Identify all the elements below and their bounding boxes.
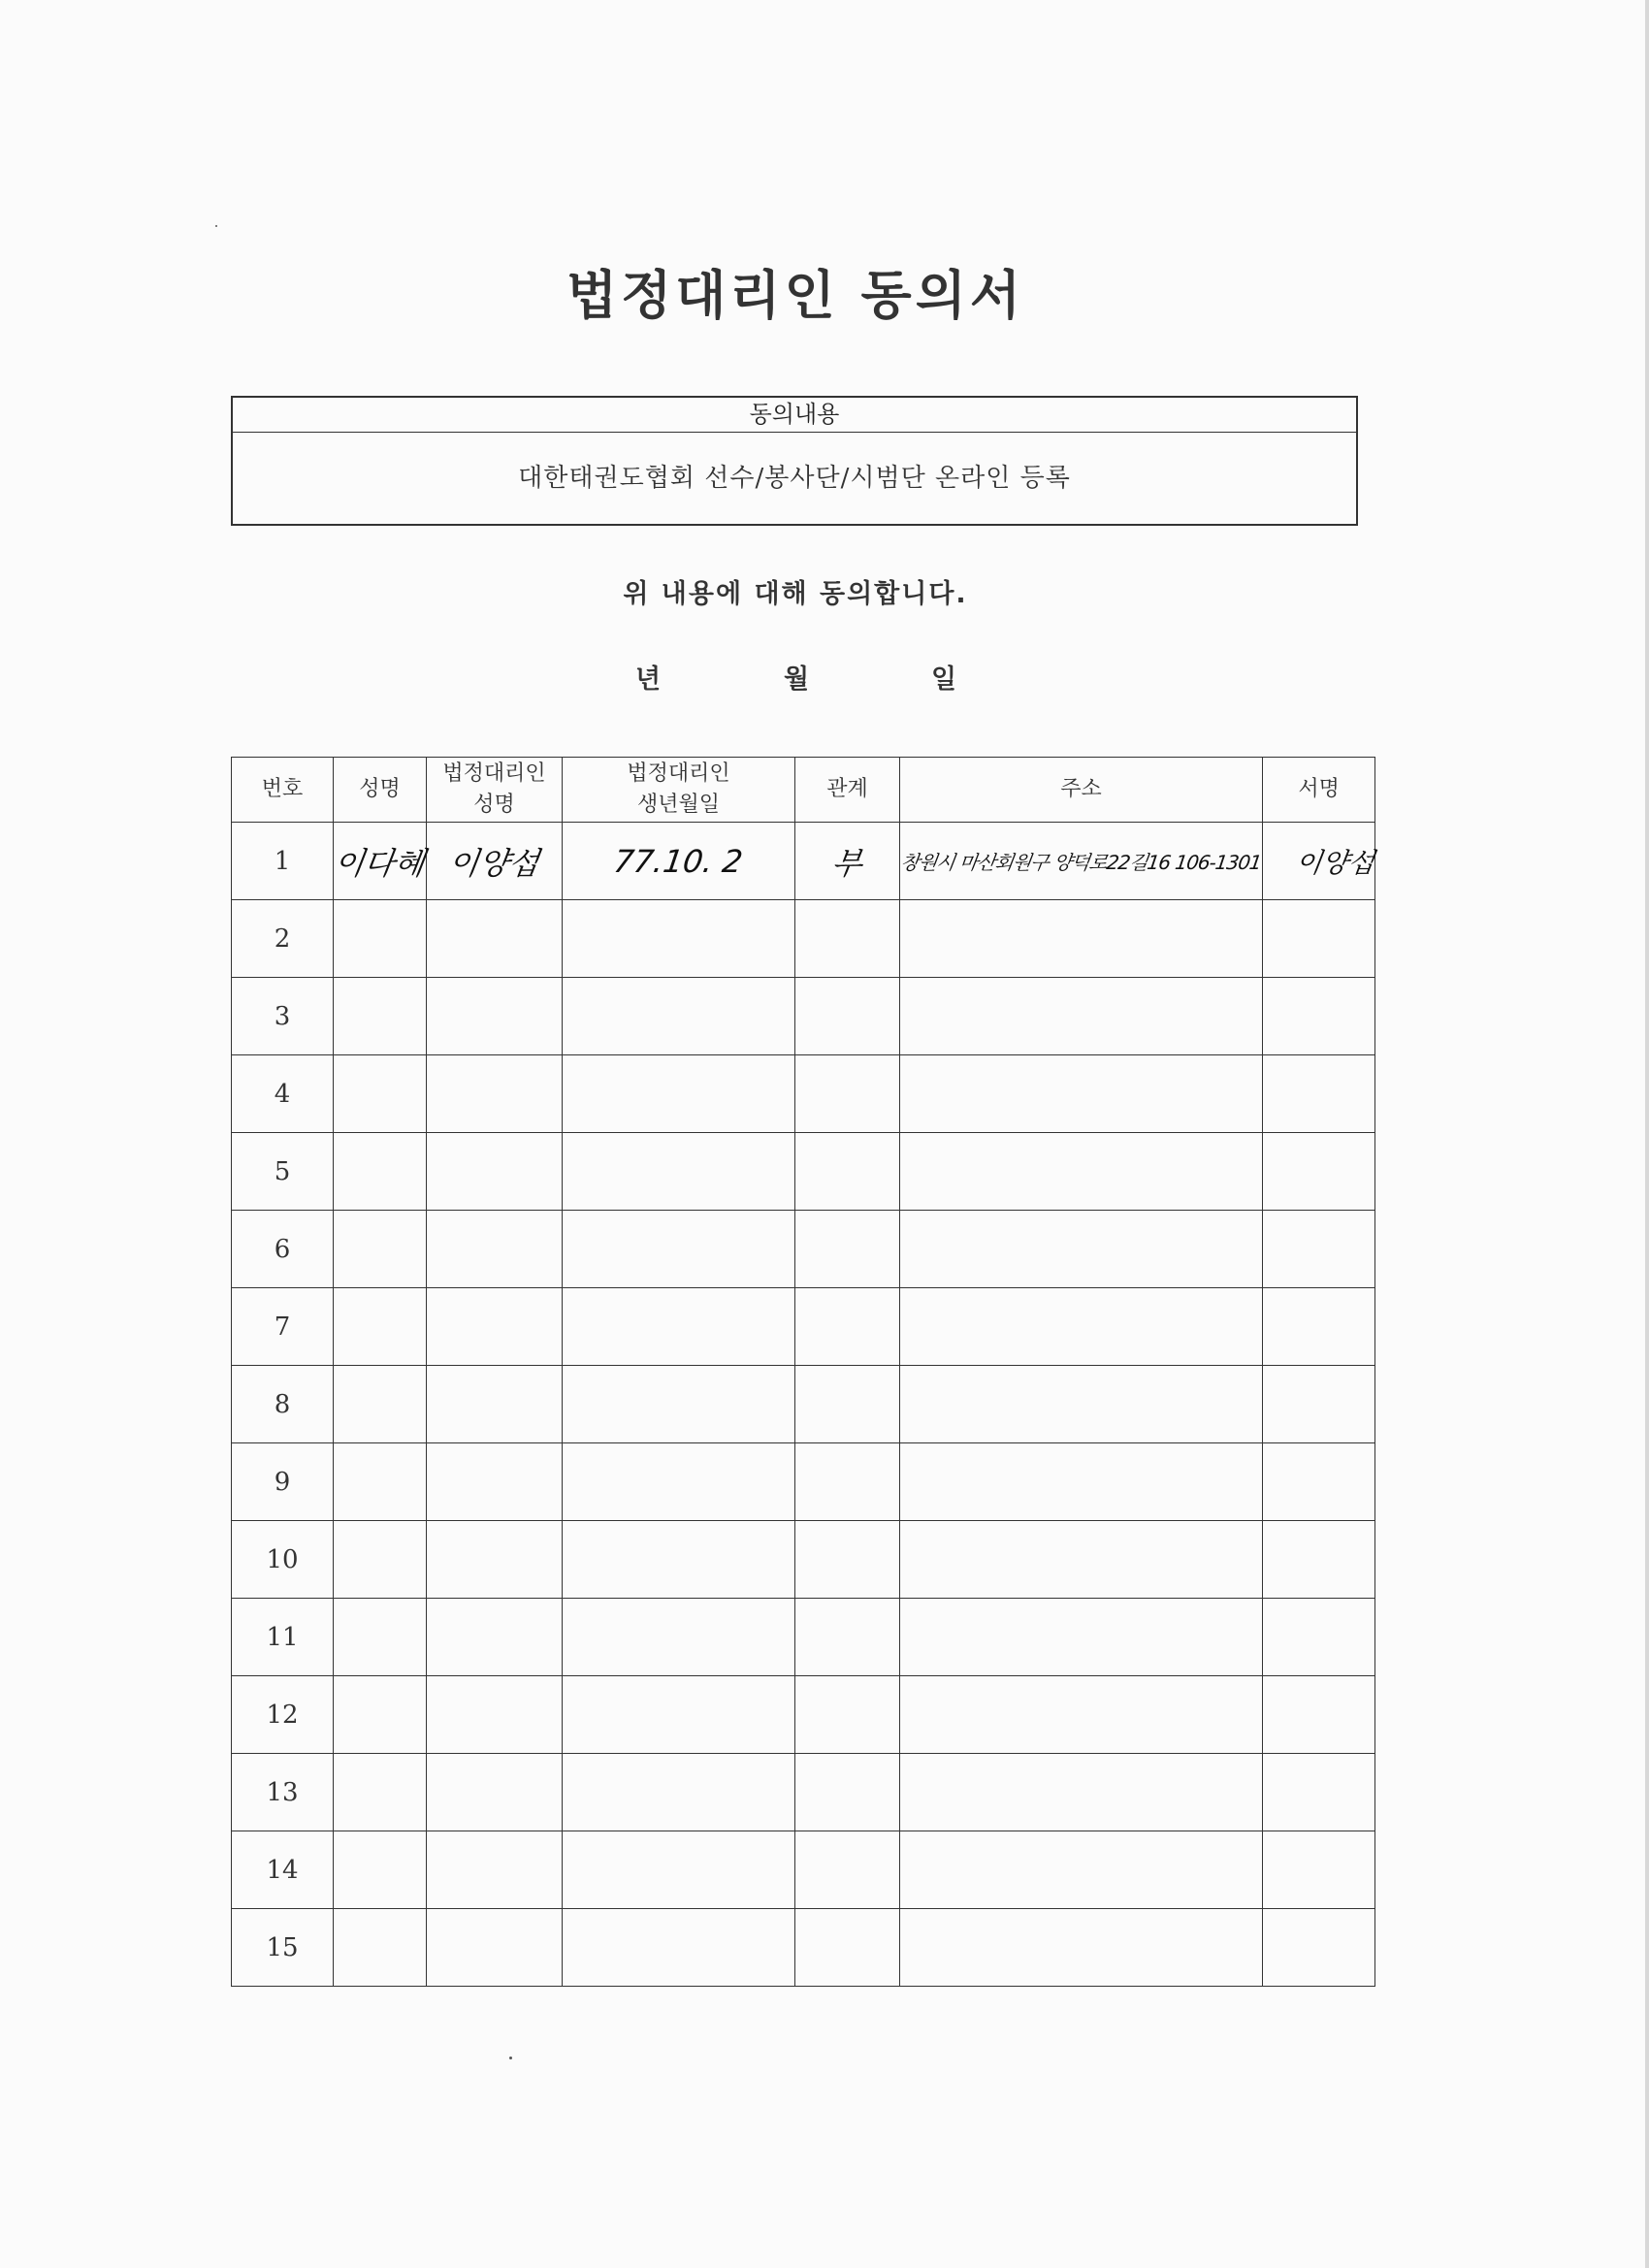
header-guardian-birth-line2: 생년월일	[636, 793, 720, 817]
cell-guardian-birth	[563, 1521, 795, 1599]
cell-name	[334, 1443, 427, 1521]
table-row	[232, 1676, 1375, 1754]
cell-guardian-birth	[563, 1831, 795, 1909]
cell-address	[900, 1366, 1263, 1443]
cell-number	[232, 1599, 334, 1676]
cell-number	[232, 1211, 334, 1288]
cell-guardian-birth	[563, 1288, 795, 1366]
cell-address	[900, 1443, 1263, 1521]
cell-signature	[1263, 1909, 1375, 1987]
cell-name	[334, 1211, 427, 1288]
cell-name	[334, 823, 427, 900]
cell-signature	[1263, 1211, 1375, 1288]
cell-guardian-name	[427, 1443, 563, 1521]
table-header-row	[232, 758, 1375, 823]
cell-relation	[795, 1288, 900, 1366]
cell-relation	[795, 900, 900, 978]
table-row	[232, 1055, 1375, 1133]
cell-number-text: 12	[266, 1700, 299, 1730]
cell-name	[334, 1599, 427, 1676]
cell-address	[900, 823, 1263, 900]
table-body	[232, 823, 1375, 1987]
cell-signature	[1263, 1521, 1375, 1599]
cell-number	[232, 978, 334, 1055]
cell-number-text: 10	[266, 1544, 299, 1574]
cell-relation	[795, 1133, 900, 1211]
cell-relation	[795, 978, 900, 1055]
cell-guardian-birth-text: 77.10. 2	[611, 842, 746, 880]
cell-guardian-name	[427, 1831, 563, 1909]
cell-number-text: 13	[266, 1777, 299, 1807]
cell-guardian-birth	[563, 823, 795, 900]
cell-relation	[795, 823, 900, 900]
cell-guardian-birth	[563, 1133, 795, 1211]
cell-address	[900, 1288, 1263, 1366]
cell-guardian-birth	[563, 1676, 795, 1754]
cell-signature	[1263, 978, 1375, 1055]
header-number: 번호	[232, 758, 334, 823]
cell-signature	[1263, 823, 1375, 900]
consent-content-box	[231, 396, 1358, 526]
cell-relation	[795, 1831, 900, 1909]
cell-number	[232, 1676, 334, 1754]
cell-relation	[795, 1366, 900, 1443]
cell-guardian-birth	[563, 1211, 795, 1288]
cell-signature	[1263, 1055, 1375, 1133]
cell-guardian-birth	[563, 1366, 795, 1443]
cell-guardian-name	[427, 1599, 563, 1676]
cell-name	[334, 900, 427, 978]
table-row	[232, 1831, 1375, 1909]
cell-guardian-name	[427, 1754, 563, 1831]
cell-guardian-name	[427, 1211, 563, 1288]
cell-guardian-name	[427, 1521, 563, 1599]
cell-address	[900, 1909, 1263, 1987]
cell-number-text: 3	[274, 1001, 291, 1031]
cell-relation	[795, 1909, 900, 1987]
cell-number	[232, 1288, 334, 1366]
cell-signature	[1263, 1133, 1375, 1211]
header-relation: 관계	[795, 758, 900, 823]
cell-name	[334, 1288, 427, 1366]
cell-name	[334, 1521, 427, 1599]
cell-guardian-birth	[563, 1599, 795, 1676]
cell-relation	[795, 1443, 900, 1521]
cell-relation	[795, 1521, 900, 1599]
cell-number-text: 5	[274, 1156, 291, 1186]
cell-number	[232, 1909, 334, 1987]
cell-name	[334, 1366, 427, 1443]
cell-name	[334, 1754, 427, 1831]
cell-signature	[1263, 1288, 1375, 1366]
cell-address	[900, 1133, 1263, 1211]
agreement-statement: 위 내용에 대해 동의합니다.	[623, 579, 968, 609]
cell-name	[334, 1909, 427, 1987]
cell-signature	[1263, 1676, 1375, 1754]
table-row	[232, 1599, 1375, 1676]
cell-relation	[795, 1754, 900, 1831]
cell-number-text: 7	[274, 1312, 291, 1342]
cell-number-text: 9	[274, 1467, 291, 1497]
cell-address	[900, 1599, 1263, 1676]
table-row	[232, 1288, 1375, 1366]
cell-number	[232, 1443, 334, 1521]
cell-relation	[795, 1676, 900, 1754]
table-row	[232, 1366, 1375, 1443]
cell-signature	[1263, 1443, 1375, 1521]
cell-guardian-birth	[563, 1443, 795, 1521]
cell-number-text: 8	[274, 1389, 291, 1419]
cell-name	[334, 978, 427, 1055]
table-row	[232, 1521, 1375, 1599]
header-address: 주소	[900, 758, 1263, 823]
cell-address	[900, 1831, 1263, 1909]
cell-address	[900, 978, 1263, 1055]
cell-guardian-birth	[563, 1909, 795, 1987]
cell-number	[232, 1133, 334, 1211]
cell-address-text: 창원시 마산회원구 양덕로22길16 106-1301	[899, 850, 1263, 874]
cell-signature	[1263, 1754, 1375, 1831]
cell-name	[334, 1133, 427, 1211]
date-day-label: 일	[931, 664, 957, 695]
table-row	[232, 1909, 1375, 1987]
cell-number	[232, 1831, 334, 1909]
header-name: 성명	[334, 758, 427, 823]
cell-name-text: 이다혜	[332, 844, 428, 882]
cell-number	[232, 900, 334, 978]
consent-header: 동의내용	[233, 398, 1356, 433]
cell-number	[232, 1754, 334, 1831]
cell-name	[334, 1676, 427, 1754]
cell-address	[900, 1055, 1263, 1133]
cell-guardian-name	[427, 1909, 563, 1987]
cell-guardian-birth	[563, 900, 795, 978]
cell-guardian-name	[427, 900, 563, 978]
consent-text: 대한태권도협회 선수/봉사단/시범단 온라인 등록	[518, 464, 1071, 493]
cell-number-text: 15	[266, 1932, 299, 1962]
header-guardian-name-line2: 성명	[473, 793, 515, 817]
scan-speck	[509, 2057, 512, 2059]
cell-signature	[1263, 1599, 1375, 1676]
cell-guardian-name	[427, 978, 563, 1055]
cell-guardian-name	[427, 1055, 563, 1133]
cell-number-text: 14	[266, 1855, 299, 1885]
cell-address	[900, 1521, 1263, 1599]
scan-edge-shadow	[1645, 0, 1649, 2268]
cell-relation	[795, 1211, 900, 1288]
cell-address	[900, 1754, 1263, 1831]
document-title: 법정대리인 동의서	[566, 265, 1025, 326]
cell-name	[334, 1831, 427, 1909]
cell-number	[232, 823, 334, 900]
cell-guardian-birth	[563, 978, 795, 1055]
date-month-label: 월	[784, 664, 810, 695]
table-row	[232, 978, 1375, 1055]
cell-signature	[1263, 1366, 1375, 1443]
header-guardian-birth-line1: 법정대리인	[627, 761, 730, 786]
cell-address	[900, 900, 1263, 978]
header-guardian-name	[427, 758, 563, 823]
cell-guardian-name-text: 이양섭	[446, 844, 542, 882]
header-guardian-name-line1: 법정대리인	[442, 761, 546, 786]
cell-relation	[795, 1055, 900, 1133]
guardian-roster-table	[231, 757, 1375, 1987]
header-signature: 서명	[1263, 758, 1375, 823]
table-row	[232, 1443, 1375, 1521]
cell-name	[334, 1055, 427, 1133]
cell-signature-text: 이양섭	[1293, 846, 1377, 879]
scan-speck	[215, 225, 217, 227]
cell-guardian-name	[427, 1366, 563, 1443]
table-row	[232, 1754, 1375, 1831]
table-row	[232, 823, 1375, 900]
cell-signature	[1263, 900, 1375, 978]
date-year-label: 년	[635, 664, 662, 695]
table-row	[232, 1133, 1375, 1211]
cell-signature	[1263, 1831, 1375, 1909]
cell-number	[232, 1055, 334, 1133]
cell-guardian-name	[427, 1288, 563, 1366]
cell-relation	[795, 1599, 900, 1676]
cell-address	[900, 1211, 1263, 1288]
cell-number	[232, 1366, 334, 1443]
cell-number	[232, 1521, 334, 1599]
cell-guardian-name	[427, 1133, 563, 1211]
cell-address	[900, 1676, 1263, 1754]
cell-guardian-birth	[563, 1754, 795, 1831]
cell-number-text: 6	[274, 1234, 291, 1264]
table-row	[232, 1211, 1375, 1288]
header-guardian-birth	[563, 758, 795, 823]
cell-guardian-birth	[563, 1055, 795, 1133]
table-row	[232, 900, 1375, 978]
cell-relation-text: 부	[829, 844, 865, 882]
cell-number-text: 2	[274, 923, 291, 954]
cell-number-text: 11	[266, 1622, 299, 1652]
cell-guardian-name	[427, 823, 563, 900]
cell-guardian-name	[427, 1676, 563, 1754]
cell-number-text: 4	[274, 1079, 291, 1109]
cell-number-text: 1	[274, 846, 291, 876]
